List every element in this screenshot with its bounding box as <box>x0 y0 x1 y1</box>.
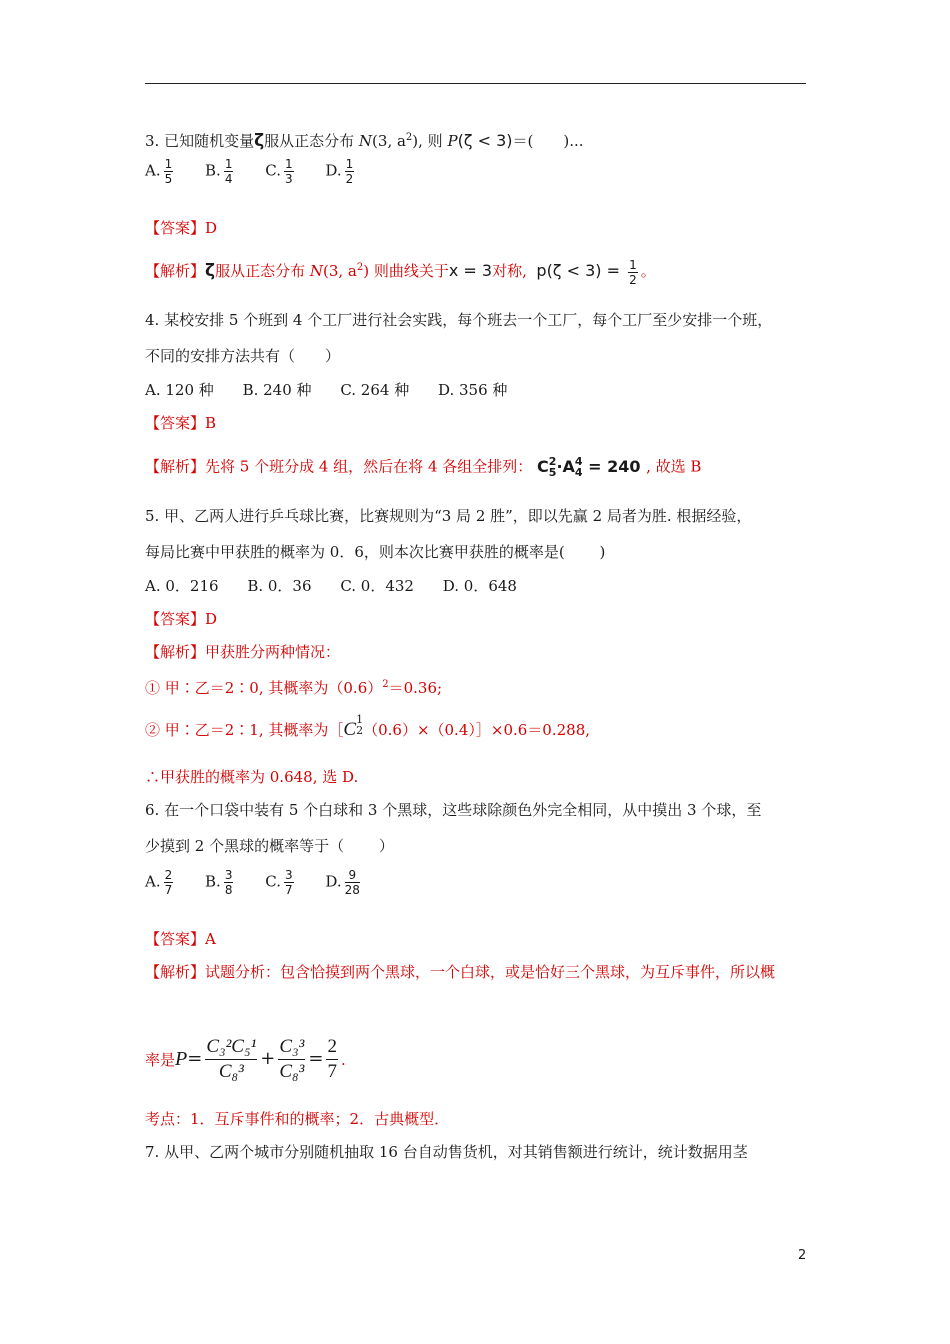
q5-stem-line1: 5. 甲、乙两人进行乒乓球比赛，比赛规则为“3 局 2 胜”，即以先赢 2 局者为胜. 根据经验， <box>145 507 752 525</box>
q6-options <box>145 869 387 896</box>
q6-option-a: A. $\frac{2}{7}$ <box>145 868 173 897</box>
q3-option-c: C. $\frac{1}{3}$ <box>265 157 293 186</box>
q4-option-b: B. 240 种 <box>242 381 312 399</box>
q4-option-a: A. 120 种 <box>145 381 214 399</box>
q7-stem-line1: 7. 从甲、乙两个城市分别随机抽取 16 台自动售货机，对其销售额进行统计，统计数据用茎 <box>145 1143 748 1161</box>
q5-option-a: A. 0．216 <box>145 577 219 595</box>
q6-stem-line2: 少摸到 2 个黑球的概率等于（ ） <box>145 837 394 855</box>
q5-option-d: D. 0．648 <box>442 577 517 595</box>
q5-case-2: ② 甲∶乙＝2∶1, 其概率为［C 1 2 （0.6）×（0.4）］×0.6＝0.288, <box>145 713 591 740</box>
q5-option-c: C. 0．432 <box>340 577 414 595</box>
q6-option-b: B. $\frac{3}{8}$ <box>205 868 233 897</box>
q3-option-a: A. $\frac{1}{5}$ <box>145 157 173 186</box>
q6-stem-line1: 6. 在一个口袋中装有 5 个白球和 3 个黑球，这些球除颜色外完全相同，从中摸出 3 个球，至 <box>145 801 762 819</box>
q3-stem: 3. 已知随机变量ζ服从正态分布 N(3, $a^2$), 则 P(ζ < 3)＝( )... <box>145 131 584 151</box>
q3-answer: 【答案】D <box>145 219 218 237</box>
q6-option-d: D. $\frac{9}{28}$ <box>325 868 360 897</box>
q5-answer: 【答案】D <box>145 610 218 628</box>
q6-answer: 【答案】A <box>145 930 216 948</box>
q5-options <box>145 576 541 596</box>
q3-options <box>145 158 381 185</box>
q5-case-1: ① 甲∶乙＝2∶0, 其概率为$(0.6)^2=0.36$; <box>145 679 443 697</box>
page-number: 2 <box>798 1248 807 1263</box>
q4-explanation: 【解析】先将 5 个班分成 4 组，然后在将 4 各组全排列： C 2 5 ·A 4 4 = 240 , 故选 B <box>145 455 702 479</box>
q4-stem-line2: 不同的安排方法共有（ ） <box>145 347 341 365</box>
q4-option-c: C. 264 种 <box>340 381 410 399</box>
q6-option-c: C. $\frac{3}{7}$ <box>265 868 293 897</box>
probability-formula: P = $\frac{\text{C₃²C₅¹}}{\text{C₈³}}$ + $\frac{\text{C₃³}}{\text{C₈³}}$ = $\frac{2}{7}$ <box>175 1035 337 1082</box>
q3-option-b: B. $\frac{1}{4}$ <box>205 157 233 186</box>
q5-explanation: 【解析】甲获胜分两种情况： <box>145 643 341 661</box>
q5-stem-line2: 每局比赛中甲获胜的概率为 0．6，则本次比赛甲获胜的概率是( ) <box>145 543 606 561</box>
q4-option-d: D. 356 种 <box>437 381 508 399</box>
q3-explanation: 【解析】ζ服从正态分布 N(3, $a^2$) 则曲线关于x = 3对称, p(ζ < 3) = $\frac{1}{2}$ 。 <box>145 257 656 287</box>
header-rule <box>145 83 806 84</box>
q3-option-d: D. $\frac{1}{2}$ <box>325 157 354 186</box>
q4-options <box>145 380 531 400</box>
q5-conclusion: ∴甲获胜的概率为 0.648, 选 D. <box>145 768 359 786</box>
q4-stem-line1: 4. 某校安排 5 个班到 4 个工厂进行社会实践，每个班去一个工厂，每个工厂至少安排一个班， <box>145 311 773 329</box>
q6-explanation-formula: 率是 P = $\frac{\text{C₃²C₅¹}}{\text{C₈³}}$ + $\frac{\text{C₃³}}{\text{C₈³}}$ = $\frac{2}{7}$ . <box>145 1020 346 1099</box>
q6-explanation-line1: 【解析】试题分析：包含恰摸到两个黑球，一个白球，或是恰好三个黑球，为互斥事件，所以概 <box>145 963 776 981</box>
q6-kaodian: 考点：1．互斥事件和的概率；2．古典概型． <box>145 1110 450 1128</box>
q4-answer: 【答案】B <box>145 414 217 432</box>
q5-option-b: B. 0．36 <box>247 577 312 595</box>
